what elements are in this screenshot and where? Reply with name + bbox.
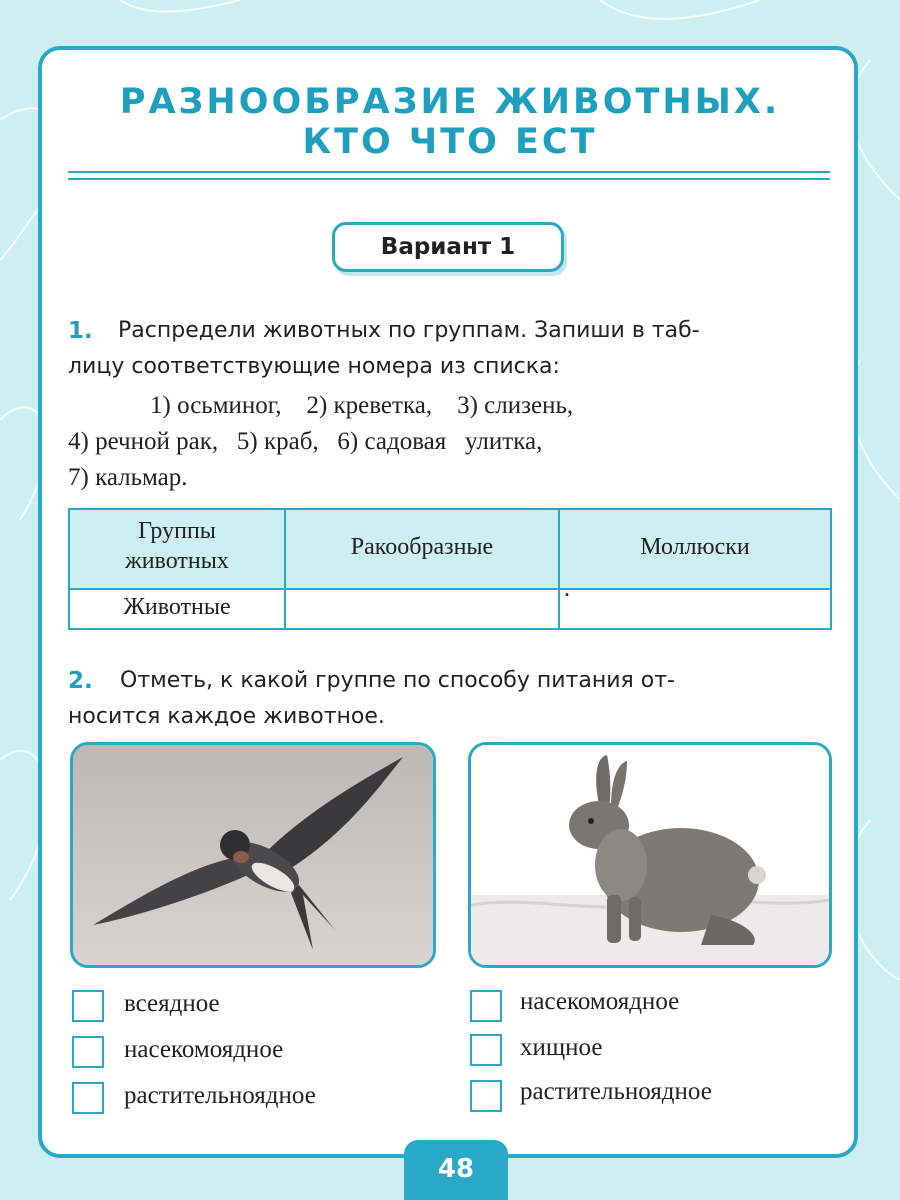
right-checkbox-herbivore[interactable]: [470, 1080, 502, 1112]
title-divider-bottom: [68, 178, 830, 180]
row-label-animals: Животные: [123, 594, 231, 620]
hare-picture: [468, 742, 832, 968]
page-title-line1: РАЗНООБРАЗИЕ ЖИВОТНЫХ.: [119, 82, 781, 122]
task1-number: 1.: [68, 318, 93, 344]
answer-crustaceans-cell[interactable]: [286, 590, 558, 628]
task2-text-line1: Отметь, к какой группе по способу питания от-: [120, 668, 675, 693]
right-checkbox-insectivore[interactable]: [470, 990, 502, 1022]
header-groups-line2: животных: [125, 548, 229, 574]
variant-badge: Вариант 1: [332, 222, 564, 272]
header-groups-line1: Группы: [138, 518, 216, 544]
header-crustaceans: Ракообразные: [350, 534, 494, 560]
swallow-image: [73, 745, 433, 965]
table-row-divider: [70, 588, 830, 590]
table-col-divider-2: [558, 510, 560, 628]
task1-list-line3: 7) кальмар.: [68, 464, 188, 491]
title-divider-top: [68, 171, 830, 173]
task1-text-line1: Распредели животных по группам. Запиши в таб-: [118, 318, 700, 343]
task1-list-line2: 4) речной рак, 5) краб, 6) садовая улитка,: [68, 428, 543, 455]
table-col-divider-1: [284, 510, 286, 628]
left-option-insectivore: насекомоядное: [124, 1036, 284, 1063]
hare-image: [471, 745, 829, 965]
right-option-insectivore: насекомоядное: [520, 988, 680, 1015]
left-checkbox-omnivore[interactable]: [72, 990, 104, 1022]
left-option-omnivore: всеядное: [124, 990, 220, 1017]
task2-number: 2.: [68, 668, 93, 694]
left-option-herbivore: растительноядное: [124, 1082, 316, 1109]
page-number: 48: [404, 1140, 508, 1200]
right-option-herbivore: растительноядное: [520, 1078, 712, 1105]
page-title-line2: КТО ЧТО ЕСТ: [302, 122, 598, 162]
task1-text-line2: лицу соответствующие номера из списка:: [68, 354, 560, 379]
header-groups-cell: [70, 516, 284, 576]
right-checkbox-predator[interactable]: [470, 1034, 502, 1066]
swallow-picture: [70, 742, 436, 968]
task2-text-line2: носится каждое животное.: [68, 704, 385, 729]
answer-mollusks-cell[interactable]: [560, 576, 830, 628]
animal-groups-table: [68, 508, 832, 630]
task1-list-line1: 1) осьминог, 2) креветка, 3) слизень,: [150, 392, 574, 419]
header-mollusks: Моллюски: [640, 534, 750, 560]
right-option-predator: хищное: [520, 1034, 603, 1061]
left-checkbox-herbivore[interactable]: [72, 1082, 104, 1114]
left-checkbox-insectivore[interactable]: [72, 1036, 104, 1068]
